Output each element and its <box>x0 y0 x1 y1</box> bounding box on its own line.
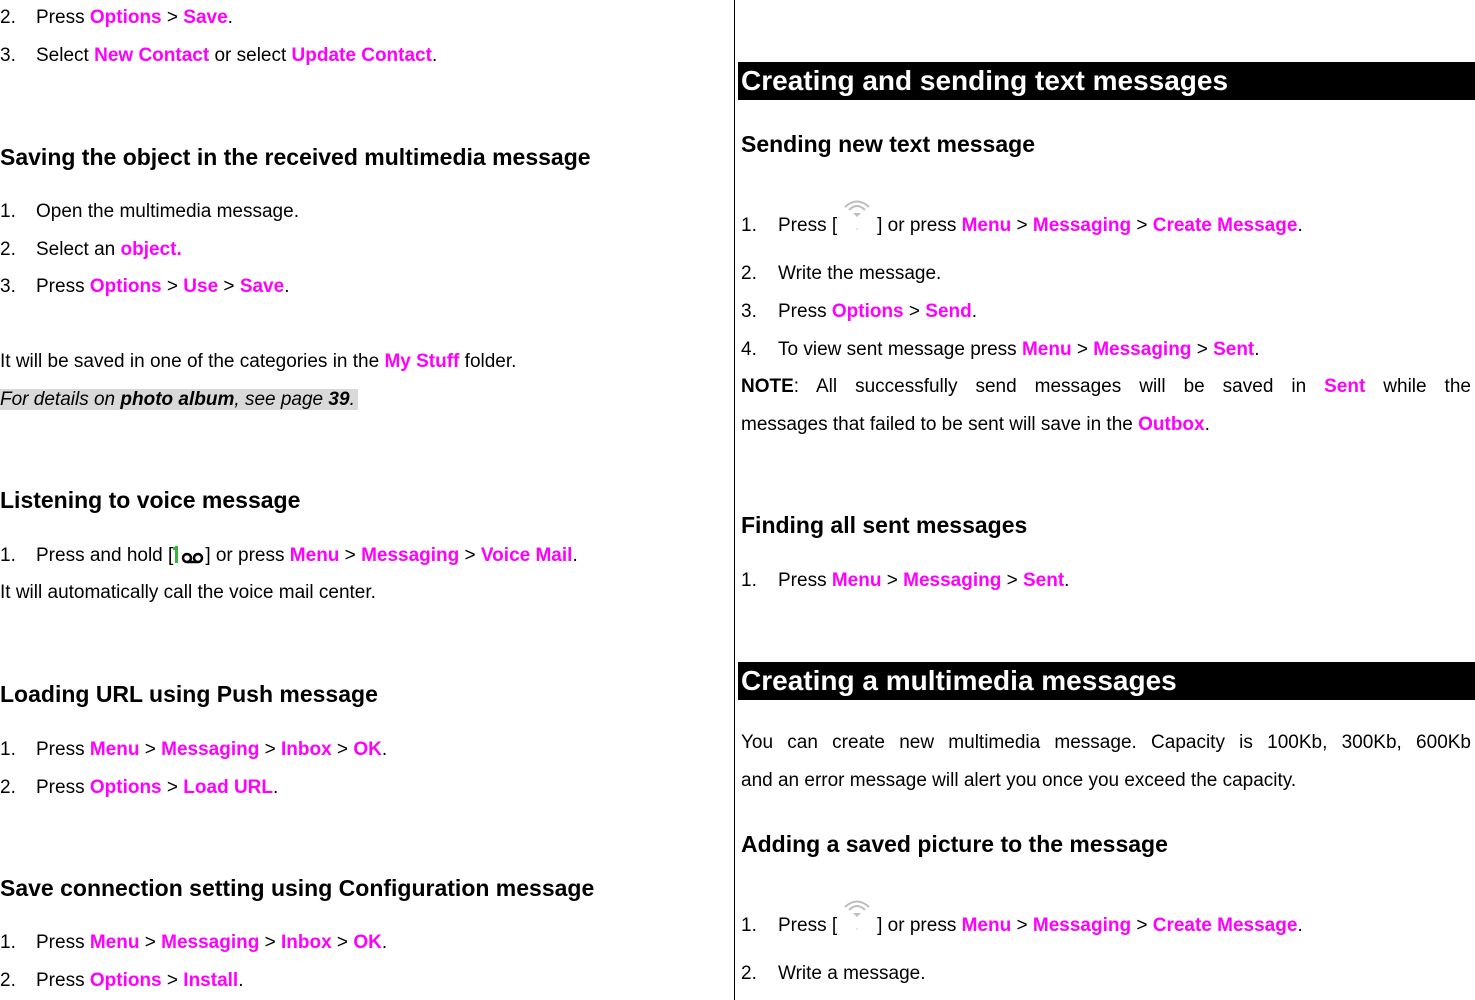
voicemail-paragraph: It will automatically call the voice mail center. <box>0 582 376 603</box>
heading-saving-object: Saving the object in the received multimedia message <box>0 144 591 170</box>
heading-voice-message: Listening to voice message <box>0 487 301 513</box>
heading-finding-sent: Finding all sent messages <box>741 512 1028 538</box>
keyword-update-contact: Update Contact <box>291 45 432 66</box>
step-press-options-save: 2. Press Options > Save. <box>0 7 233 28</box>
keyword-options: Options <box>89 7 162 28</box>
saved-location-paragraph: It will be saved in one of the categories in the My Stuff folder. <box>0 351 517 372</box>
capacity-paragraph-line1: You can create new multimedia message. Capacity is 100Kb, 300Kb, 600Kb <box>741 732 1471 753</box>
step-config-menu-inbox-ok: 1. Press Menu > Messaging > Inbox > OK. <box>0 932 388 953</box>
step-menu-inbox-ok: 1. Press Menu > Messaging > Inbox > OK. <box>0 739 388 760</box>
step-write-a-message: 2. Write a message. <box>741 963 926 984</box>
heading-push-message: Loading URL using Push message <box>0 681 378 707</box>
step-open-mms: 1. Open the multimedia message. <box>0 201 299 222</box>
step-select-object: 2. Select an object. <box>0 239 182 260</box>
message-key-icon <box>837 918 877 942</box>
heading-sending-text: Sending new text message <box>741 131 1035 157</box>
step-options-load-url: 2. Press Options > Load URL. <box>0 777 279 798</box>
voicemail-key-icon <box>173 545 205 572</box>
step-options-use-save: 3. Press Options > Use > Save. <box>0 276 290 297</box>
right-column <box>736 0 1475 1000</box>
keyword-object: object. <box>120 239 182 260</box>
step-write-message: 2. Write the message. <box>741 263 942 284</box>
step-select-contact: 3. Select New Contact or select Update Contact. <box>0 45 438 66</box>
left-column <box>0 0 734 1000</box>
step-press-hold-voicemail: 1. Press and hold [ ] or press Menu > Messaging > Voice Mail. <box>0 544 578 572</box>
step-create-text-message: 1. Press [ ] or press Menu > Messaging > Create Message. <box>741 214 1303 242</box>
heading-configuration-message: Save connection setting using Configuration message <box>0 875 595 901</box>
keyword-my-stuff: My Stuff <box>384 351 460 372</box>
section-bar-text-messages: Creating and sending text messages <box>738 62 1475 100</box>
section-bar-multimedia: Creating a multimedia messages <box>738 662 1475 700</box>
photo-album-reference-note: For details on photo album, see page 39. <box>0 388 358 412</box>
message-key-icon <box>837 218 877 242</box>
step-create-mms: 1. Press [ ] or press Menu > Messaging > Create Message. <box>741 914 1303 942</box>
step-options-send: 3. Press Options > Send. <box>741 301 978 322</box>
keyword-new-contact: New Contact <box>94 45 210 66</box>
step-menu-messaging-sent: 1. Press Menu > Messaging > Sent. <box>741 570 1070 591</box>
note-paragraph-line1: NOTE: All successfully send messages will be saved in Sent while the <box>741 376 1471 397</box>
column-divider <box>734 0 735 1000</box>
step-view-sent: 4. To view sent message press Menu > Messaging > Sent. <box>741 339 1260 360</box>
capacity-paragraph-line2: and an error message will alert you once you exceed the capacity. <box>741 770 1297 791</box>
heading-adding-picture: Adding a saved picture to the message <box>741 831 1168 857</box>
keyword-save: Save <box>183 7 228 28</box>
step-options-install: 2. Press Options > Install. <box>0 970 244 991</box>
note-paragraph-line2: messages that failed to be sent will save in the Outbox. <box>741 414 1210 435</box>
